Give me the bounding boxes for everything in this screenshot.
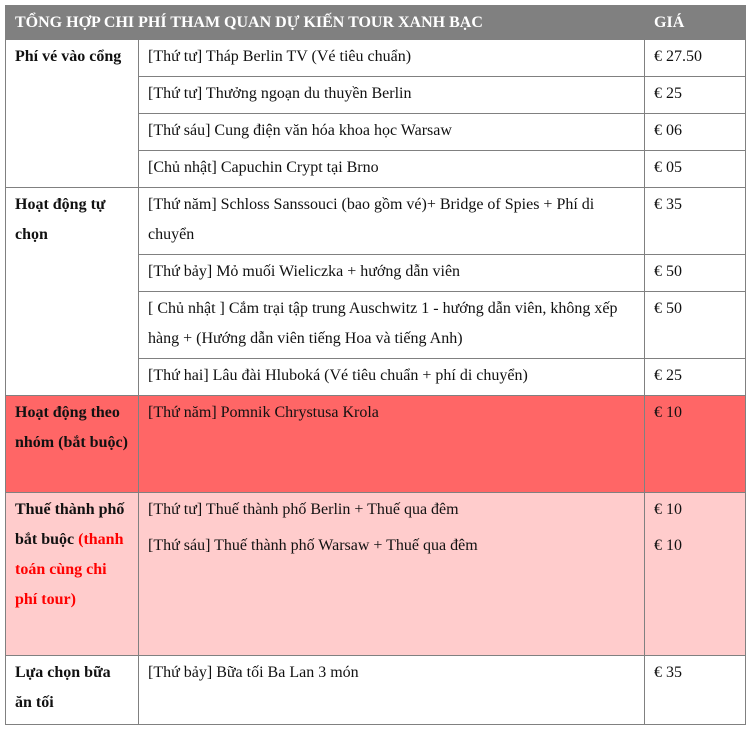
item-price: € 35 [645, 656, 746, 725]
table-row [6, 656, 746, 725]
item-name: [Thứ hai] Lâu đài Hluboká (Vé tiêu chuẩn + phí di chuyển) [139, 359, 645, 396]
item-price: € 27.50 [645, 40, 746, 77]
category-group-activities: Hoạt động theo nhóm (bắt buộc) [6, 396, 139, 493]
table-row [6, 396, 746, 493]
item-price: € 35 [645, 188, 746, 255]
item-price: € 10 [645, 529, 746, 656]
category-city-tax-label: Thuế thành phố bắt buộc [15, 501, 125, 548]
item-price: € 06 [645, 114, 746, 151]
item-price: € 05 [645, 151, 746, 188]
category-optional-activities: Hoạt động tự chọn [6, 188, 139, 396]
item-name: [ Chủ nhật ] Cắm trại tập trung Auschwitz 1 - hướng dẫn viên, không xếp hàng + (Hướng dẫn viên tiếng Hoa và tiếng Anh) [139, 292, 645, 359]
item-name: [Thứ tư] Thưởng ngoạn du thuyền Berlin [139, 77, 645, 114]
category-entrance-fees: Phí vé vào cổng [6, 40, 139, 188]
cost-table [5, 5, 746, 725]
header-row [6, 6, 746, 40]
item-name: [Thứ năm] Pomnik Chrystusa Krola [139, 396, 645, 493]
item-name: [Thứ bảy] Mỏ muối Wieliczka + hướng dẫn viên [139, 255, 645, 292]
item-name: [Thứ sáu] Thuế thành phố Warsaw + Thuế qua đêm [139, 529, 645, 656]
table-row [6, 40, 746, 77]
category-dinner-option: Lựa chọn bữa ăn tối [6, 656, 139, 725]
item-price: € 25 [645, 77, 746, 114]
item-price: € 50 [645, 255, 746, 292]
category-city-tax [6, 493, 139, 656]
table-title: TỔNG HỢP CHI PHÍ THAM QUAN DỰ KIẾN TOUR XANH BẠC [6, 6, 645, 40]
item-name: [Thứ sáu] Cung điện văn hóa khoa học Warsaw [139, 114, 645, 151]
item-price: € 10 [645, 493, 746, 530]
table-row [6, 493, 746, 530]
item-name: [Thứ năm] Schloss Sanssouci (bao gồm vé)+ Bridge of Spies + Phí di chuyển [139, 188, 645, 255]
item-price: € 25 [645, 359, 746, 396]
item-name: [Thứ bảy] Bữa tối Ba Lan 3 món [139, 656, 645, 725]
item-name: [Chủ nhật] Capuchin Crypt tại Brno [139, 151, 645, 188]
item-price: € 50 [645, 292, 746, 359]
item-name: [Thứ tư] Thuế thành phố Berlin + Thuế qua đêm [139, 493, 645, 530]
category-city-tax-note: (thanh toán cùng chi phí tour) [15, 531, 124, 608]
item-name: [Thứ tư] Tháp Berlin TV (Vé tiêu chuẩn) [139, 40, 645, 77]
price-header: GIÁ [645, 6, 746, 40]
table-row [6, 188, 746, 255]
item-price: € 10 [645, 396, 746, 493]
